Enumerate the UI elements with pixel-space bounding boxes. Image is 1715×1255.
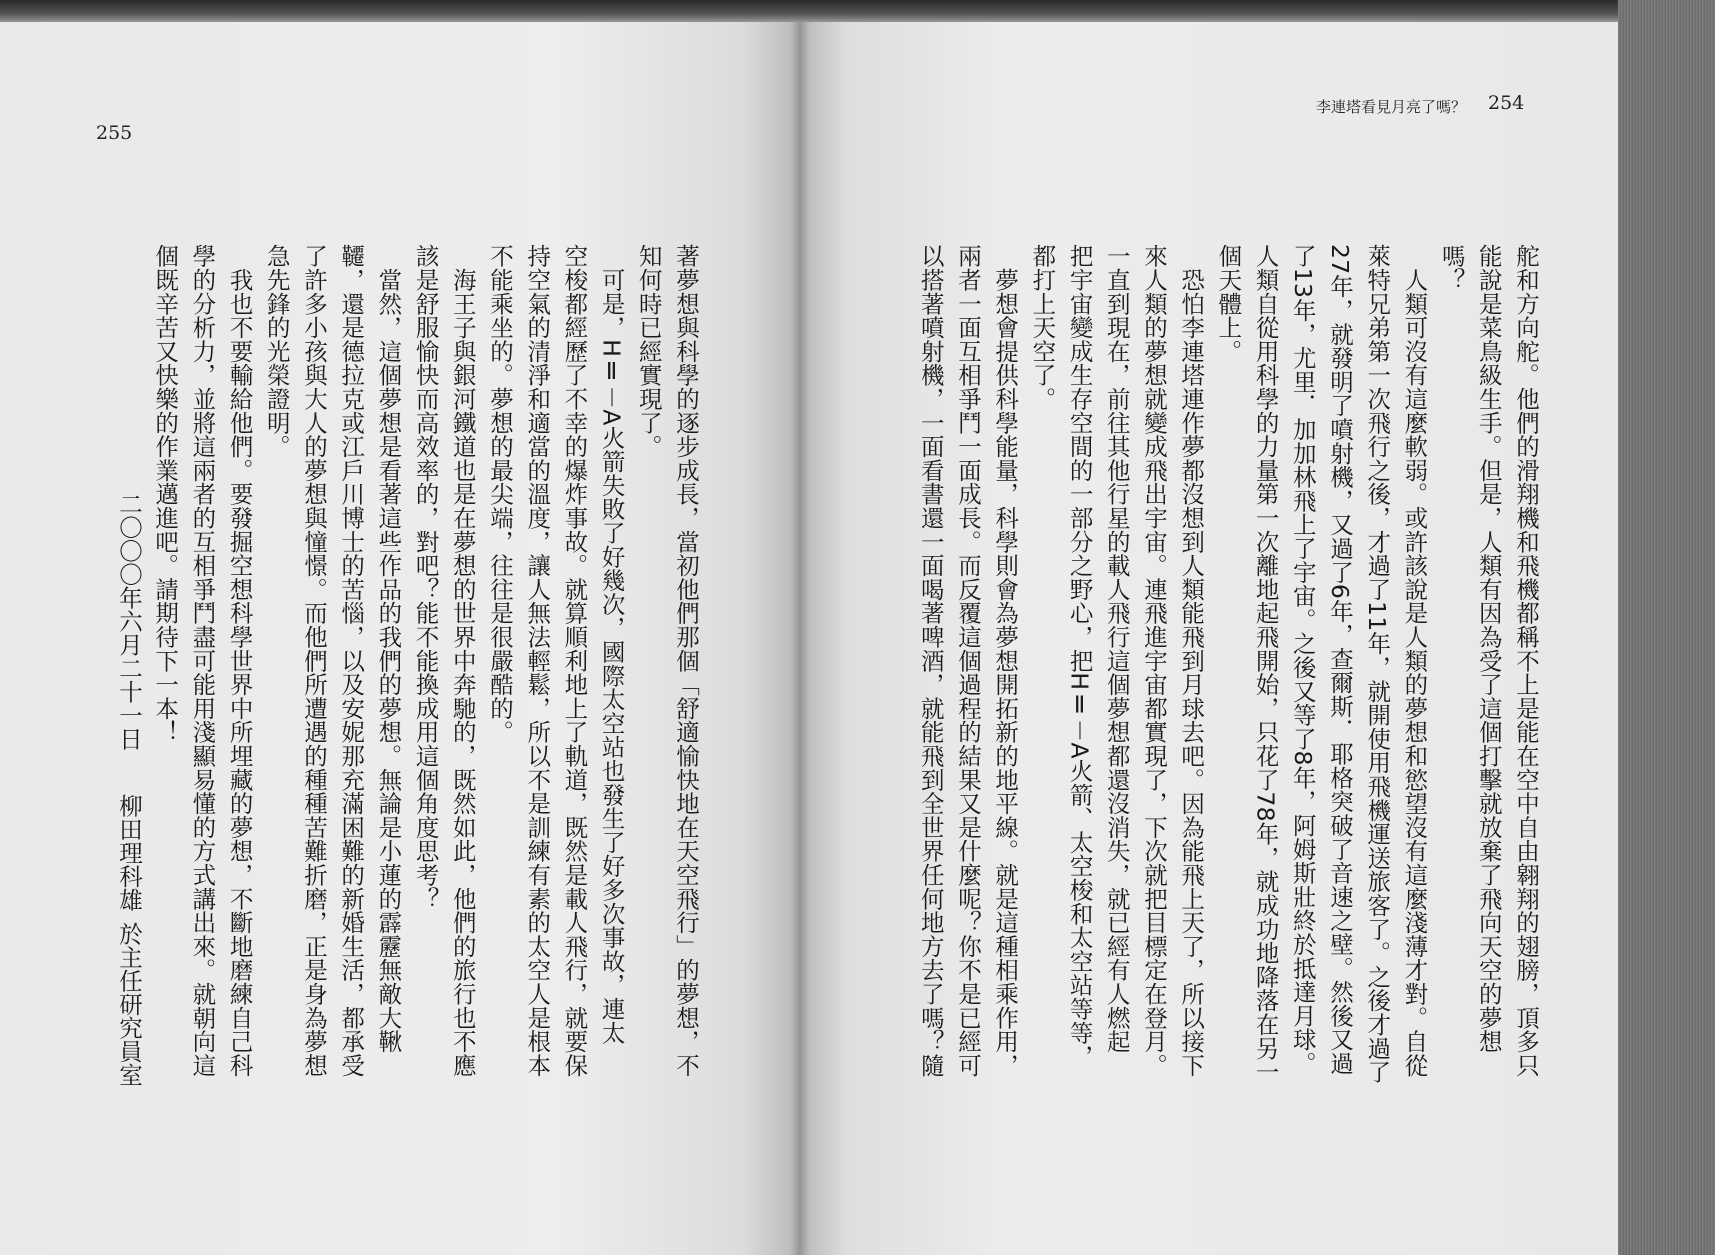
- text-column: 舵和方向舵。他們的滑翔機和飛機都稱不上是能在空中自由翱翔的翅膀，頂多只: [1512, 244, 1540, 1077]
- left-page-number: 255: [96, 122, 133, 144]
- text-column: 了許多小孩與大人的夢想與憧憬。而他們所遭遇的種種苦難折磨，正是身為夢想: [299, 244, 328, 1077]
- text-column: 學的分析力，並將這兩者的互相爭鬥盡可能用淺顯易懂的方式講出來。就朝向這: [188, 244, 217, 1077]
- text-column: 人類自從用科學的力量第一次離地起飛開始，只花了78年，就成功地降落在另一: [1251, 244, 1280, 1084]
- text-column: 人類可沒有這麼軟弱。或許該說是人類的夢想和慾望沒有這麼淺薄才對。自從: [1400, 244, 1429, 1077]
- left-page-body: [146, 244, 704, 1077]
- text-column: 能說是菜鳥級生手。但是，人類有因為受了這個打擊就放棄了飛向天空的夢想: [1474, 244, 1503, 1054]
- signature-place: 於主任研究員室: [115, 922, 143, 1087]
- text-column: 我也不要輸給他們。要發掘空想科學世界中所埋藏的夢想，不斷地磨練自己科: [225, 244, 254, 1077]
- text-column: 一直到現在，前往其他行星的載人飛行這個夢想都還沒消失，就已經有人燃起: [1102, 244, 1131, 1054]
- text-column: 恐怕李連塔連作夢都沒想到人類能飛到月球去吧。因為能飛上天了，所以接下: [1177, 244, 1206, 1077]
- text-column: 持空氣的清淨和適當的溫度，讓人無法輕鬆，所以不是訓練有素的太空人是根本: [523, 244, 552, 1077]
- text-column: 27年，就發明了噴射機，又過了6年，查爾斯．耶格突破了音速之壁。然後又過: [1325, 244, 1354, 1076]
- text-column: 夢想會提供科學能量，科學則會為夢想開拓新的地平線。就是這種相乘作用，: [991, 244, 1020, 1077]
- page-edges: [1618, 0, 1715, 1255]
- signature-author: 柳田理科雄: [115, 794, 143, 912]
- text-column: 把宇宙變成生存空間的一部分之野心，把HⅡ－A火箭、太空梭和太空站等等，: [1065, 244, 1094, 1069]
- left-page: [0, 22, 798, 1255]
- text-column: 空梭都經歷了不幸的爆炸事故。就算順利地上了軌道，既然是載人飛行，就要保: [560, 244, 589, 1077]
- text-column: 著夢想與科學的逐步成長，當初他們那個「舒適愉快地在天空飛行」的夢想，不: [672, 244, 700, 1077]
- book-gutter: [790, 22, 810, 1255]
- text-column: 個天體上。: [1214, 244, 1243, 363]
- running-header-title: 李連塔看見月亮了嗎？: [1316, 98, 1467, 116]
- text-column: 可是，HⅡ－A火箭失敗了好幾次，國際太空站也發生了好多次事故，連太: [597, 244, 626, 1045]
- text-column: 兩者一面互相爭鬥一面成長。而反覆這個過程的結果又是什麼呢？你不是已經可: [953, 244, 982, 1077]
- right-page-body: [912, 244, 1544, 1084]
- text-column: 不能乘坐的。夢想的最尖端，往往是很嚴酷的。: [485, 244, 514, 744]
- right-page-number: 254: [1488, 92, 1525, 114]
- right-page: [798, 22, 1618, 1255]
- signature-date: 二〇〇〇年六月二十一日: [115, 492, 143, 751]
- text-column: 嗎？: [1437, 244, 1466, 292]
- text-column: 以搭著噴射機，一面看書還一面喝著啤酒，就能飛到全世界任何地方去了嗎？隨: [916, 244, 945, 1077]
- text-column: 急先鋒的光榮證明。: [262, 244, 291, 459]
- text-column: 都打上天空了。: [1028, 244, 1057, 411]
- text-column: 萊特兄弟第一次飛行之後，才過了11年，就開使用飛機運送旅客了。之後才過了: [1363, 244, 1392, 1084]
- text-column: 了13年，尤里．加加林飛上了宇宙。之後又等了8年，阿姆斯壯終於抵達月球。: [1288, 244, 1317, 1076]
- text-column: 個既辛苦又快樂的作業邁進吧。請期待下一本！: [151, 244, 180, 744]
- text-column: 當然，這個夢想是看著這些作品的我們的夢想。無論是小蓮的霹靂無敵大鞦: [374, 244, 403, 1054]
- text-column: 該是舒服愉快而高效率的，對吧？能不能換成用這個角度思考？: [411, 244, 440, 911]
- text-column: 來人類的夢想就變成飛出宇宙。連飛進宇宙都實現了，下次就把目標定在登月。: [1139, 244, 1168, 1077]
- text-column: 韆，還是德拉克或江戶川博士的苦惱，以及安妮那充滿困難的新婚生活，都承受: [337, 244, 366, 1077]
- text-column: 海王子與銀河鐵道也是在夢想的世界中奔馳的，既然如此，他們的旅行也不應: [448, 244, 477, 1077]
- text-column: 知何時已經實現了。: [634, 244, 663, 459]
